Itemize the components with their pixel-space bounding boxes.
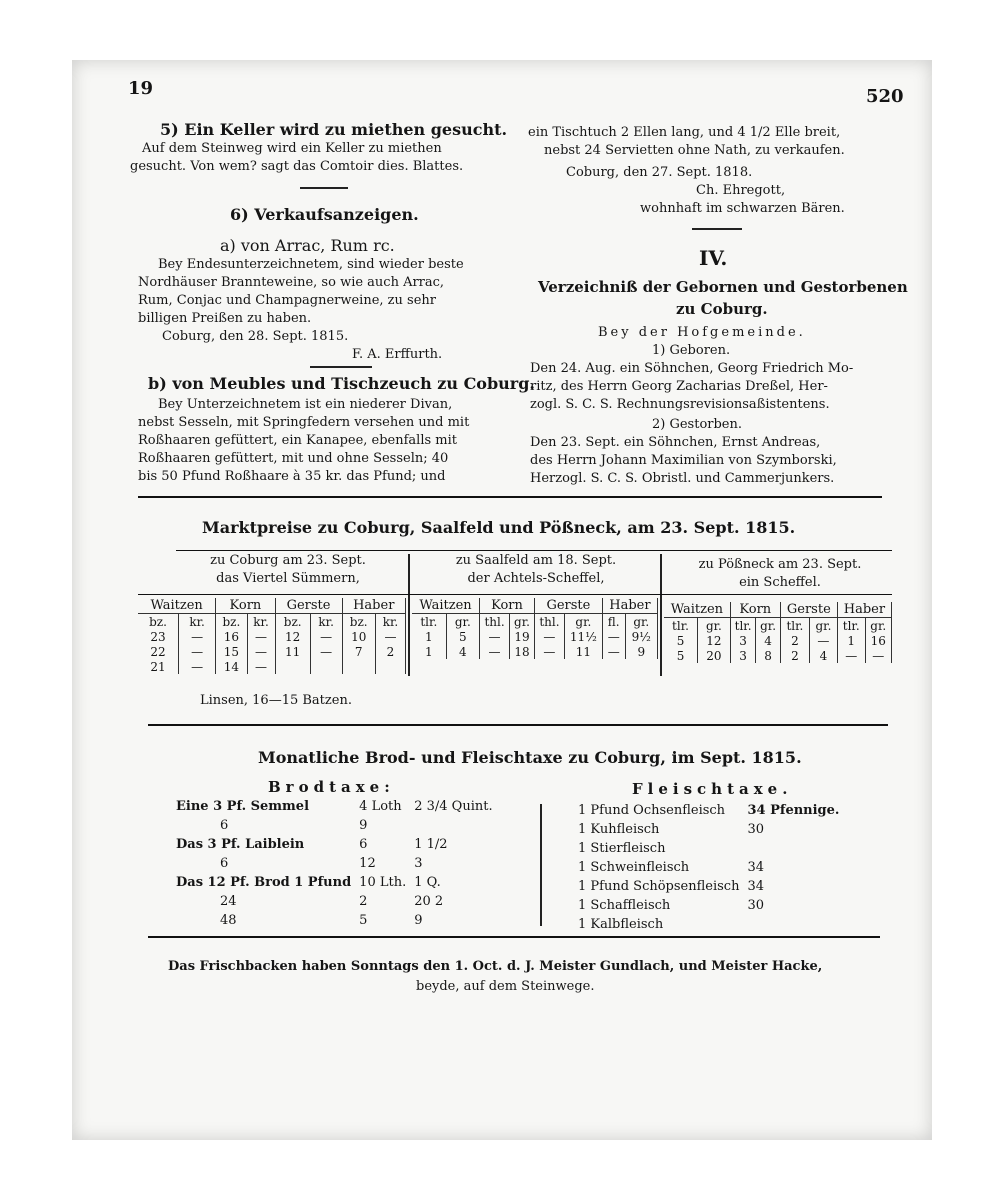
price-cell: 4 [756, 633, 780, 648]
subsection-a-text-4: billigen Preißen zu haben. [138, 311, 312, 326]
brod-item: Das 12 Pf. Brod 1 Pfund [176, 875, 352, 890]
market-coburg-head-1: zu Coburg am 23. Sept. [210, 553, 366, 568]
born-text-2: ritz, des Herrn Georg Zacharias Dreßel, Her- [530, 379, 828, 394]
price-cell: — [375, 629, 405, 644]
price-cell: 2 [375, 644, 405, 659]
brod-quint: 20 2 [414, 894, 444, 909]
market-table-poessneck [664, 602, 892, 663]
subsection-b-text-5: bis 50 Pfund Roßhaare à 35 kr. das Pfund; und [138, 469, 446, 484]
unit-label: kr. [375, 614, 405, 630]
grain-header: Haber [837, 602, 891, 618]
price-cell: 3 [730, 648, 756, 663]
price-cell: — [179, 659, 216, 674]
market-linsen: Linsen, 16—15 Batzen. [200, 693, 352, 708]
price-cell: 19 [510, 629, 535, 644]
table-row [138, 659, 406, 674]
unit-label: gr. [698, 618, 731, 634]
price-cell: 5 [446, 629, 479, 644]
market-saalfeld-head-2: der Achtels-Scheffel, [467, 571, 605, 586]
price-cell: 8 [756, 648, 780, 663]
grain-header: Waitzen [412, 598, 480, 614]
grain-header: Gerste [534, 598, 602, 614]
born-text-1: Den 24. Aug. ein Söhnchen, Georg Friedrich Mo- [530, 361, 854, 376]
price-cell: — [534, 644, 564, 659]
price-cell: — [837, 648, 865, 663]
unit-label: thl. [480, 614, 510, 630]
brod-table [174, 796, 501, 931]
footer-rule [148, 936, 880, 938]
table-row [578, 840, 845, 857]
price-cell: 12 [275, 629, 310, 644]
price-cell: — [310, 629, 342, 644]
fleisch-item: 1 Pfund Schöpsenfleisch [578, 879, 740, 894]
price-cell: 18 [510, 644, 535, 659]
table-row [138, 644, 406, 659]
table-row [578, 897, 845, 914]
unit-label: gr. [564, 614, 602, 630]
continued-date: Coburg, den 27. Sept. 1818. [566, 165, 753, 180]
grain-header: Waitzen [138, 598, 216, 614]
price-cell: — [247, 629, 275, 644]
market-grain-rule [138, 594, 892, 595]
footer-line-2: beyde, auf dem Steinwege. [416, 979, 595, 994]
price-cell: 9½ [625, 629, 657, 644]
fleisch-item: 1 Kuhfleisch [578, 822, 660, 837]
unit-label: bz. [275, 614, 310, 630]
price-cell [275, 659, 310, 674]
fleisch-heading: Fleischtaxe. [632, 780, 793, 798]
price-cell: — [480, 629, 510, 644]
table-row [176, 893, 499, 910]
brod-weight: 4 Loth [359, 799, 402, 814]
fleisch-item: 1 Schaffleisch [578, 898, 671, 913]
price-cell: — [809, 633, 837, 648]
table-row [176, 912, 499, 929]
unit-label: tlr. [730, 618, 756, 634]
market-poessneck-head-1: zu Pößneck am 23. Sept. [698, 557, 862, 572]
died-text-1: Den 23. Sept. ein Söhnchen, Ernst Andreas, [530, 435, 821, 450]
price-cell: 1 [412, 644, 446, 659]
table-row [578, 802, 845, 819]
market-top-rule [138, 496, 882, 498]
fleisch-item: 1 Pfund Ochsenfleisch [578, 803, 726, 818]
grain-header: Korn [730, 602, 780, 618]
register-title: Verzeichniß der Gebornen und Gestorbenen [538, 278, 908, 296]
taxe-divider [540, 804, 542, 926]
fleisch-table [576, 800, 847, 935]
price-cell: 20 [698, 648, 731, 663]
separator [692, 228, 742, 230]
register-title-2: zu Coburg. [676, 300, 768, 318]
price-cell: — [247, 659, 275, 674]
brod-item: 6 [220, 818, 229, 833]
market-header-rule [176, 550, 892, 551]
unit-label: gr. [510, 614, 535, 630]
subsection-b-title: b) von Meubles und Tischzeuch zu Coburg. [148, 374, 535, 393]
market-saalfeld-head-1: zu Saalfeld am 18. Sept. [455, 553, 617, 568]
price-cell: 3 [730, 633, 756, 648]
price-cell: 7 [342, 644, 375, 659]
table-row [578, 878, 845, 895]
unit-label: gr. [446, 614, 479, 630]
separator [310, 366, 372, 368]
subsection-a-text-2: Nordhäuser Brannteweine, so wie auch Arrac, [138, 275, 445, 290]
table-row [138, 629, 406, 644]
table-row [176, 817, 499, 834]
fleisch-item: 1 Kalbfleisch [578, 917, 664, 932]
price-cell: 2 [780, 633, 809, 648]
unit-label: tlr. [780, 618, 809, 634]
price-cell: 4 [809, 648, 837, 663]
market-table-coburg [138, 598, 406, 674]
subsection-b-text-4: Roßhaaren gefüttert, mit und ohne Sesseln; 40 [138, 451, 449, 466]
continued-text-1: ein Tischtuch 2 Ellen lang, und 4 1/2 Elle breit, [528, 125, 841, 140]
fleisch-price: 30 [747, 822, 764, 837]
price-cell: 14 [216, 659, 247, 674]
subsection-a-text-1: Bey Endesunterzeichnetem, sind wieder beste [158, 257, 464, 272]
continued-signature-2: wohnhaft im schwarzen Bären. [640, 201, 845, 216]
price-cell: 15 [216, 644, 247, 659]
table-row [412, 644, 658, 659]
unit-label: bz. [216, 614, 247, 630]
market-divider [408, 554, 410, 676]
died-text-3: Herzogl. S. C. S. Obristl. und Cammerjunkers. [530, 471, 835, 486]
brod-quint: 3 [414, 856, 423, 871]
fleisch-price [747, 840, 845, 857]
grain-header: Waitzen [664, 602, 730, 618]
table-row [578, 859, 845, 876]
separator [300, 187, 348, 189]
price-cell: 5 [664, 633, 698, 648]
footer-line-1: Das Frischbacken haben Sonntags den 1. Oct. d. J. Meister Gundlach, und Meister Hacke, [168, 959, 823, 974]
died-text-2: des Herrn Johann Maximilian von Szymborski, [530, 453, 837, 468]
grain-header: Gerste [780, 602, 837, 618]
price-cell: 16 [216, 629, 247, 644]
price-cell: — [179, 629, 216, 644]
price-cell: 4 [446, 644, 479, 659]
price-cell: 11½ [564, 629, 602, 644]
price-cell: 11 [275, 644, 310, 659]
price-cell [310, 659, 342, 674]
unit-label: kr. [310, 614, 342, 630]
table-row [176, 836, 499, 853]
grain-header: Korn [216, 598, 275, 614]
taxe-title: Monatliche Brod- und Fleischtaxe zu Coburg, im Sept. 1815. [258, 748, 802, 767]
brod-weight: 2 [359, 894, 368, 909]
brod-quint: 2 3/4 Quint. [414, 799, 493, 814]
price-cell: — [865, 648, 891, 663]
brod-quint: 1 Q. [414, 875, 441, 890]
died-heading: 2) Gestorben. [652, 417, 743, 432]
brod-heading: Brodtaxe: [268, 778, 395, 796]
table-row [176, 855, 499, 872]
brod-item: 6 [220, 856, 229, 871]
born-text-3: zogl. S. C. S. Rechnungsrevisionsaßistentens. [530, 397, 830, 412]
section-6-title: 6) Verkaufsanzeigen. [230, 205, 419, 224]
grain-header: Haber [602, 598, 657, 614]
grain-header: Korn [480, 598, 535, 614]
brod-item: 24 [220, 894, 237, 909]
fleisch-price: 34 [747, 860, 764, 875]
unit-label: fl. [602, 614, 625, 630]
unit-label: kr. [179, 614, 216, 630]
subsection-b-text-2: nebst Sesseln, mit Springfedern versehen und mit [138, 415, 470, 430]
unit-label: tlr. [664, 618, 698, 634]
price-cell: 2 [780, 648, 809, 663]
subsection-a-date: Coburg, den 28. Sept. 1815. [162, 329, 349, 344]
brod-weight: 6 [359, 837, 368, 852]
brod-weight: 12 [359, 856, 376, 871]
price-cell: — [602, 644, 625, 659]
continued-signature-1: Ch. Ehregott, [696, 183, 786, 198]
unit-label: gr. [809, 618, 837, 634]
price-cell: 11 [564, 644, 602, 659]
brod-weight: 9 [359, 818, 368, 833]
price-cell [375, 659, 405, 674]
section-5-text-1: Auf dem Steinweg wird ein Keller zu miethen [142, 141, 442, 156]
unit-label: bz. [138, 614, 179, 630]
price-cell: 1 [412, 629, 446, 644]
price-cell: 21 [138, 659, 179, 674]
fleisch-price: 34 [747, 879, 764, 894]
table-row [664, 648, 892, 663]
price-cell: 10 [342, 629, 375, 644]
page-number-right: 520 [866, 86, 904, 107]
unit-label: kr. [247, 614, 275, 630]
market-title: Marktpreise zu Coburg, Saalfeld und Pößneck, am 23. Sept. 1815. [202, 518, 796, 537]
unit-label: thl. [534, 614, 564, 630]
brod-quint: 9 [414, 913, 423, 928]
section-iv-numeral: IV. [699, 246, 728, 270]
subsection-b-text-3: Roßhaaren gefüttert, ein Kanapee, ebenfalls mit [138, 433, 458, 448]
price-cell: — [179, 644, 216, 659]
fleisch-item: 1 Schweinfleisch [578, 860, 690, 875]
brod-item: Das 3 Pf. Laiblein [176, 837, 305, 852]
market-table-saalfeld [412, 598, 658, 659]
taxe-top-rule [148, 724, 888, 726]
page-number-left: 19 [128, 78, 154, 99]
price-cell: 1 [837, 633, 865, 648]
price-cell: — [480, 644, 510, 659]
brod-item: 48 [220, 913, 237, 928]
unit-label: gr. [756, 618, 780, 634]
newspaper-page [72, 60, 932, 1140]
brod-weight: 5 [359, 913, 368, 928]
fleisch-price: 34 Pfennige. [747, 803, 840, 818]
register-subtitle: Bey der Hofgemeinde. [598, 325, 806, 340]
fleisch-price [747, 916, 845, 933]
brod-quint: 1 1/2 [414, 837, 448, 852]
price-cell: 23 [138, 629, 179, 644]
price-cell: — [310, 644, 342, 659]
price-cell: 9 [625, 644, 657, 659]
continued-text-2: nebst 24 Servietten ohne Nath, zu verkaufen. [544, 143, 845, 158]
table-row [176, 874, 499, 891]
subsection-a-title: a) von Arrac, Rum rc. [220, 236, 395, 255]
fleisch-price: 30 [747, 898, 764, 913]
grain-header: Haber [342, 598, 405, 614]
market-divider [660, 554, 662, 676]
unit-label: gr. [625, 614, 657, 630]
fleisch-item: 1 Stierfleisch [578, 841, 666, 856]
price-cell [342, 659, 375, 674]
brod-quint [414, 817, 498, 834]
subsection-a-signature: F. A. Erffurth. [352, 347, 443, 362]
price-cell: 12 [698, 633, 731, 648]
table-row [578, 916, 845, 933]
brod-item: Eine 3 Pf. Semmel [176, 799, 310, 814]
unit-label: gr. [865, 618, 891, 634]
unit-label: bz. [342, 614, 375, 630]
price-cell: — [247, 644, 275, 659]
section-5-title: 5) Ein Keller wird zu miethen gesucht. [160, 120, 508, 139]
subsection-a-text-3: Rum, Conjac und Champagnerweine, zu sehr [138, 293, 436, 308]
table-row [412, 629, 658, 644]
subsection-b-text-1: Bey Unterzeichnetem ist ein niederer Divan, [158, 397, 453, 412]
section-5-text-2: gesucht. Von wem? sagt das Comtoir dies. Blattes. [130, 159, 464, 174]
price-cell: — [534, 629, 564, 644]
market-poessneck-head-2: ein Scheffel. [739, 575, 821, 590]
table-row [176, 798, 499, 815]
unit-label: tlr. [412, 614, 446, 630]
unit-label: tlr. [837, 618, 865, 634]
grain-header: Gerste [275, 598, 342, 614]
market-coburg-head-2: das Viertel Sümmern, [216, 571, 360, 586]
price-cell: 16 [865, 633, 891, 648]
born-heading: 1) Geboren. [652, 343, 731, 358]
price-cell: 22 [138, 644, 179, 659]
price-cell: 5 [664, 648, 698, 663]
brod-weight: 10 Lth. [359, 875, 407, 890]
price-cell: — [602, 629, 625, 644]
table-row [578, 821, 845, 838]
table-row [664, 633, 892, 648]
